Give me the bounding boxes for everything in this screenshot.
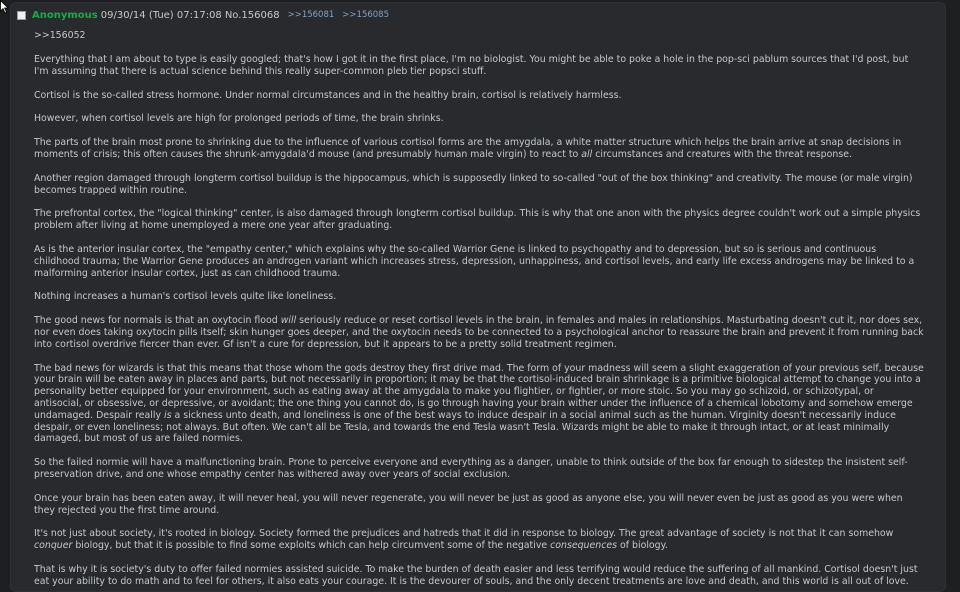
message-paragraph	[34, 528, 924, 552]
backlink-1[interactable]: >>156081	[287, 10, 335, 20]
post-message	[34, 30, 924, 592]
paragraph-text: Everything that I am about to type is easily googled; that's how I got it in the first place, I'm no biologist. You might be able to poke a hole in the pop-sci pablum sources that I'd post, but I'm assuming that there is actual science behind this really super-common pleb tier popsci stuff.	[34, 54, 909, 77]
post-datetime: 09/30/14 (Tue) 07:17:08	[100, 9, 222, 21]
paragraph-text: circumstances and creatures with the threat response.	[592, 148, 852, 160]
paragraph-text: seriously reduce or reset cortisol levels in the brain, in females and males in relationships. Masturbating doesn't cut it, nor does sex, nor even does taking oxytocin pills itself; skin hunger goes deeper, and the oxytocin needs to be connected to a psychological anchor to reassure the brain and prevent it from running back into cortisol overdrive fiercer than ever. Gf isn't a cure for depression, but it appears to be a pretty solid treatment regimen.	[34, 315, 924, 350]
paragraph-text: However, when cortisol levels are high for prolonged periods of time, the brain shrinks.	[34, 113, 444, 125]
message-paragraph	[34, 173, 924, 197]
backlink-2[interactable]: >>156085	[342, 10, 389, 20]
message-paragraph	[34, 113, 924, 125]
paragraph-text: a sickness unto death, and loneliness is one of the best ways to induce despair in a social animal such as the human. Virginity doesn't necessarily induce despair, or even loneliness; not always. But often. We can't all be Tesla, and towards the end Tesla wasn't Tesla. Wizards might be able to make it through intact, or at least minimally damaged, but most of us are failed normies.	[34, 409, 896, 445]
paragraph-text: Cortisol is the so-called stress hormone. Under normal circumstances and in the healthy brain, cortisol is relatively harmless.	[34, 89, 622, 101]
message-paragraph	[34, 244, 924, 279]
message-paragraph	[34, 137, 924, 161]
message-paragraph	[34, 208, 924, 232]
emphasized-text: all	[581, 148, 593, 160]
paragraph-text: That is why it is society's duty to offer failed normies assisted suicide. To make the burden of death easier and less terrifying would reduce the suffering of all mankind. Cortisol doesn't just eat your ability to do math and to feel for others, it also eats your courage. It is the devourer of souls, and the only decent treatments are love and death, and this world is all out of love.	[34, 563, 918, 587]
post-select-checkbox[interactable]	[17, 11, 26, 20]
emphasized-text: conquer	[34, 540, 73, 552]
message-paragraph	[34, 54, 924, 78]
paragraph-text: As is the anterior insular cortex, the "empathy center," which explains why the so-called Warrior Gene is linked to psychopathy and to depression, but so is serious and continuous childhood trauma; the Warrior Gene produces an androgen variant which increases stress, depression, unhappiness, and cortisol levels, and early life excess androgens may be linked to a malforming anterior insular cortex, just as can childhood trauma.	[34, 243, 915, 279]
paragraph-text: Another region damaged through longterm cortisol buildup is the hippocampus, which is supposedly linked to so-called "out of the box thinking" and creativity. The mouse (or male virgin) becomes trapped within routine.	[34, 172, 913, 196]
paragraph-text: So the failed normie will have a malfunctioning brain. Prone to perceive everyone and everything as a danger, unable to think outside of the box far enough to sidestep the insistent self-preservation drive, and one whose empathy center has withered away over years of social exclusion.	[34, 457, 908, 480]
reply-post	[10, 2, 946, 592]
quote-link[interactable]: >>156052	[34, 30, 86, 41]
emphasized-text: will	[280, 315, 297, 327]
message-paragraph	[34, 291, 924, 303]
message-paragraph	[34, 90, 924, 102]
emphasized-text: consequences	[550, 540, 618, 552]
message-paragraph	[34, 564, 924, 588]
message-paragraph	[34, 315, 924, 350]
paragraph-text: Nothing increases a human's cortisol levels quite like loneliness.	[34, 291, 337, 303]
paragraph-text: Once your brain has been eaten away, it will never heal, you will never regenerate, you will never be just as good as anyone else, you will never even be just as good as you were when they rejected you the first time around.	[34, 492, 903, 516]
paragraph-text: of biology.	[617, 540, 668, 552]
post-info	[17, 8, 397, 22]
message-paragraph	[34, 457, 924, 481]
paragraph-text: The bad news for wizards is that this means that those whom the gods destroy they first drive mad. The form of your madness will seem a slight exaggeration of your previous self, because your brain will be eaten away in places and parts, but not necessarily in proportion; it may be that the cortisol-induced brain shrinkage is a primitive biological attempt to change you into a personality better equipped for your environment, such as eating away at the amygdala to make you flightier, or fightier, or more stoic. So you may go schizoid, or schizotypal, or antisocial, or obsessive, or depressive, or avoidant; the one thing you cannot do, is go through having your brain wither under the influence of a chemical lobotomy and somehow emerge undamaged. Despair really	[34, 362, 924, 421]
paragraph-text: biology, but that it is possible to find some exploits which can help circumvent some of the negative	[72, 540, 551, 552]
emphasized-text: is	[164, 409, 172, 421]
post-number-link[interactable]: No.156068	[224, 9, 280, 21]
poster-name: Anonymous	[32, 9, 98, 21]
paragraph-text: It's not just about society, it's rooted in biology. Society formed the prejudices and hatreds that it did in response to biology. The great advantage of society is not that it can somehow	[34, 528, 894, 540]
paragraph-text: The prefrontal cortex, the "logical thinking" center, is also damaged through longterm cortisol buildup. This is why that one anon with the physics degree couldn't work out a simple physics problem after living at home unemployed a mere one year after graduating.	[34, 208, 921, 232]
paragraph-text: The good news for normals is that an oxytocin flood	[34, 315, 281, 327]
message-paragraph	[34, 363, 924, 446]
paragraph-text: The parts of the brain most prone to shrinking due to the influence of various cortisol forms are the amygdala, a white matter structure which helps the brain arrive at snap decisions in moments of crisis; this often causes the shrunk-amygdala'd mouse (and presumably human male virgin) to react to	[34, 137, 902, 160]
message-paragraph	[34, 493, 924, 517]
